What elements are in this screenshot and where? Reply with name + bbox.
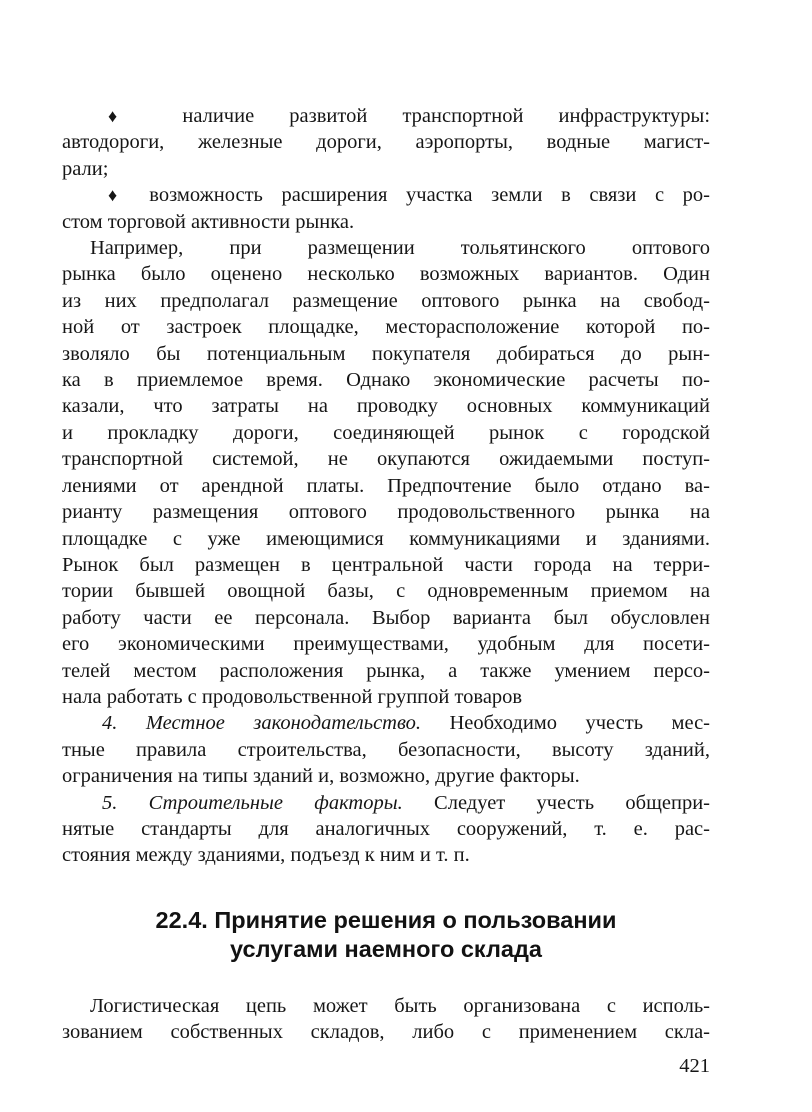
bullet-list-item-line bbox=[62, 182, 710, 208]
paragraph-line: тории бывшей овощной базы, с одновременным приемом на bbox=[62, 580, 710, 603]
section-heading bbox=[62, 906, 710, 964]
closing-paragraph bbox=[62, 993, 710, 1046]
numbered-item-line: нятые стандарты для аналогичных сооружений, т. е. рас- bbox=[62, 817, 710, 840]
numbered-item-text: Необходимо учесть мес- bbox=[449, 712, 711, 735]
paragraph-line: телей местом расположения рынка, а также умением персо- bbox=[62, 659, 710, 682]
section-heading-line: 22.4. Принятие решения о пользовании bbox=[155, 906, 617, 933]
numbered-item-line bbox=[62, 710, 710, 736]
paragraph-line: Логистическая цепь может быть организована с исполь- bbox=[90, 994, 710, 1017]
paragraph-line: рианту размещения оптового продовольственного рынка на bbox=[62, 501, 710, 524]
bullet-list-item-line bbox=[62, 103, 710, 129]
numbered-item-line bbox=[62, 790, 710, 816]
page-number: 421 bbox=[679, 1054, 710, 1077]
paragraph-line: зованием собственных складов, либо с применением скла- bbox=[62, 1021, 710, 1044]
numbered-item-lead: 5. Строительные факторы. bbox=[102, 791, 403, 814]
page-text-column bbox=[62, 103, 710, 1079]
paragraph-line: из них предполагал размещение оптового рынка на свобод- bbox=[62, 289, 710, 312]
paragraph-line: и прокладку дороги, соединяющей рынок с городской bbox=[62, 421, 710, 444]
diamond-bullet-icon: ♦ bbox=[108, 185, 131, 206]
paragraph-line: его экономическими преимуществами, удобным для посети- bbox=[62, 633, 710, 656]
numbered-item-lead: 4. Местное законодательство. bbox=[102, 712, 421, 735]
paragraph-line: ной от застроек площадке, месторасположение которой по- bbox=[62, 316, 710, 339]
numbered-item-line: ограничения на типы зданий и, возможно, другие факторы. bbox=[62, 765, 580, 788]
paragraph-line: зволяло бы потенциальным покупателя добираться до рын- bbox=[62, 342, 710, 365]
section-heading-line: услугами наемного склада bbox=[230, 935, 542, 962]
paragraph-line: транспортной системой, не окупаются ожидаемыми поступ- bbox=[62, 448, 710, 471]
paragraph-line: ка в приемлемое время. Однако экономические расчеты по- bbox=[62, 369, 710, 392]
paragraph-line: нала работать с продовольственной группой товаров bbox=[62, 685, 523, 708]
paragraph-line: рынка было оценено несколько возможных вариантов. Один bbox=[62, 263, 710, 286]
bullet-item-text: возможность расширения участка земли в связи с ро- bbox=[149, 184, 711, 207]
paragraph-line: Рынок был размещен в центральной части города на терри- bbox=[62, 553, 710, 576]
numbered-item-line: стояния между зданиями, подъезд к ним и т. п. bbox=[62, 844, 470, 867]
bullet-list-item-line: стом торговой активности рынка. bbox=[62, 210, 355, 233]
paragraph-line: лениями от арендной платы. Предпочтение было отдано ва- bbox=[62, 474, 710, 497]
paragraph-line: площадке с уже имеющимися коммуникациями и зданиями. bbox=[62, 527, 710, 550]
bullet-list-item-line: автодороги, железные дороги, аэропорты, водные магист- bbox=[62, 131, 710, 154]
numbered-item-line: тные правила строительства, безопасности, высоту зданий, bbox=[62, 738, 710, 761]
numbered-item-text: Следует учесть общепри- bbox=[434, 791, 710, 814]
paragraph-line: работу части ее персонала. Выбор варианта был обусловлен bbox=[62, 606, 710, 629]
paragraph-line: казали, что затраты на проводку основных коммуникаций bbox=[62, 395, 710, 418]
bullet-list-item-line: рали; bbox=[62, 157, 109, 180]
diamond-bullet-icon: ♦ bbox=[108, 106, 148, 126]
bullet-item-text: наличие развитой транспортной инфраструктуры: bbox=[182, 105, 711, 127]
paragraph-line: Например, при размещении тольятинского оптового bbox=[90, 237, 710, 260]
